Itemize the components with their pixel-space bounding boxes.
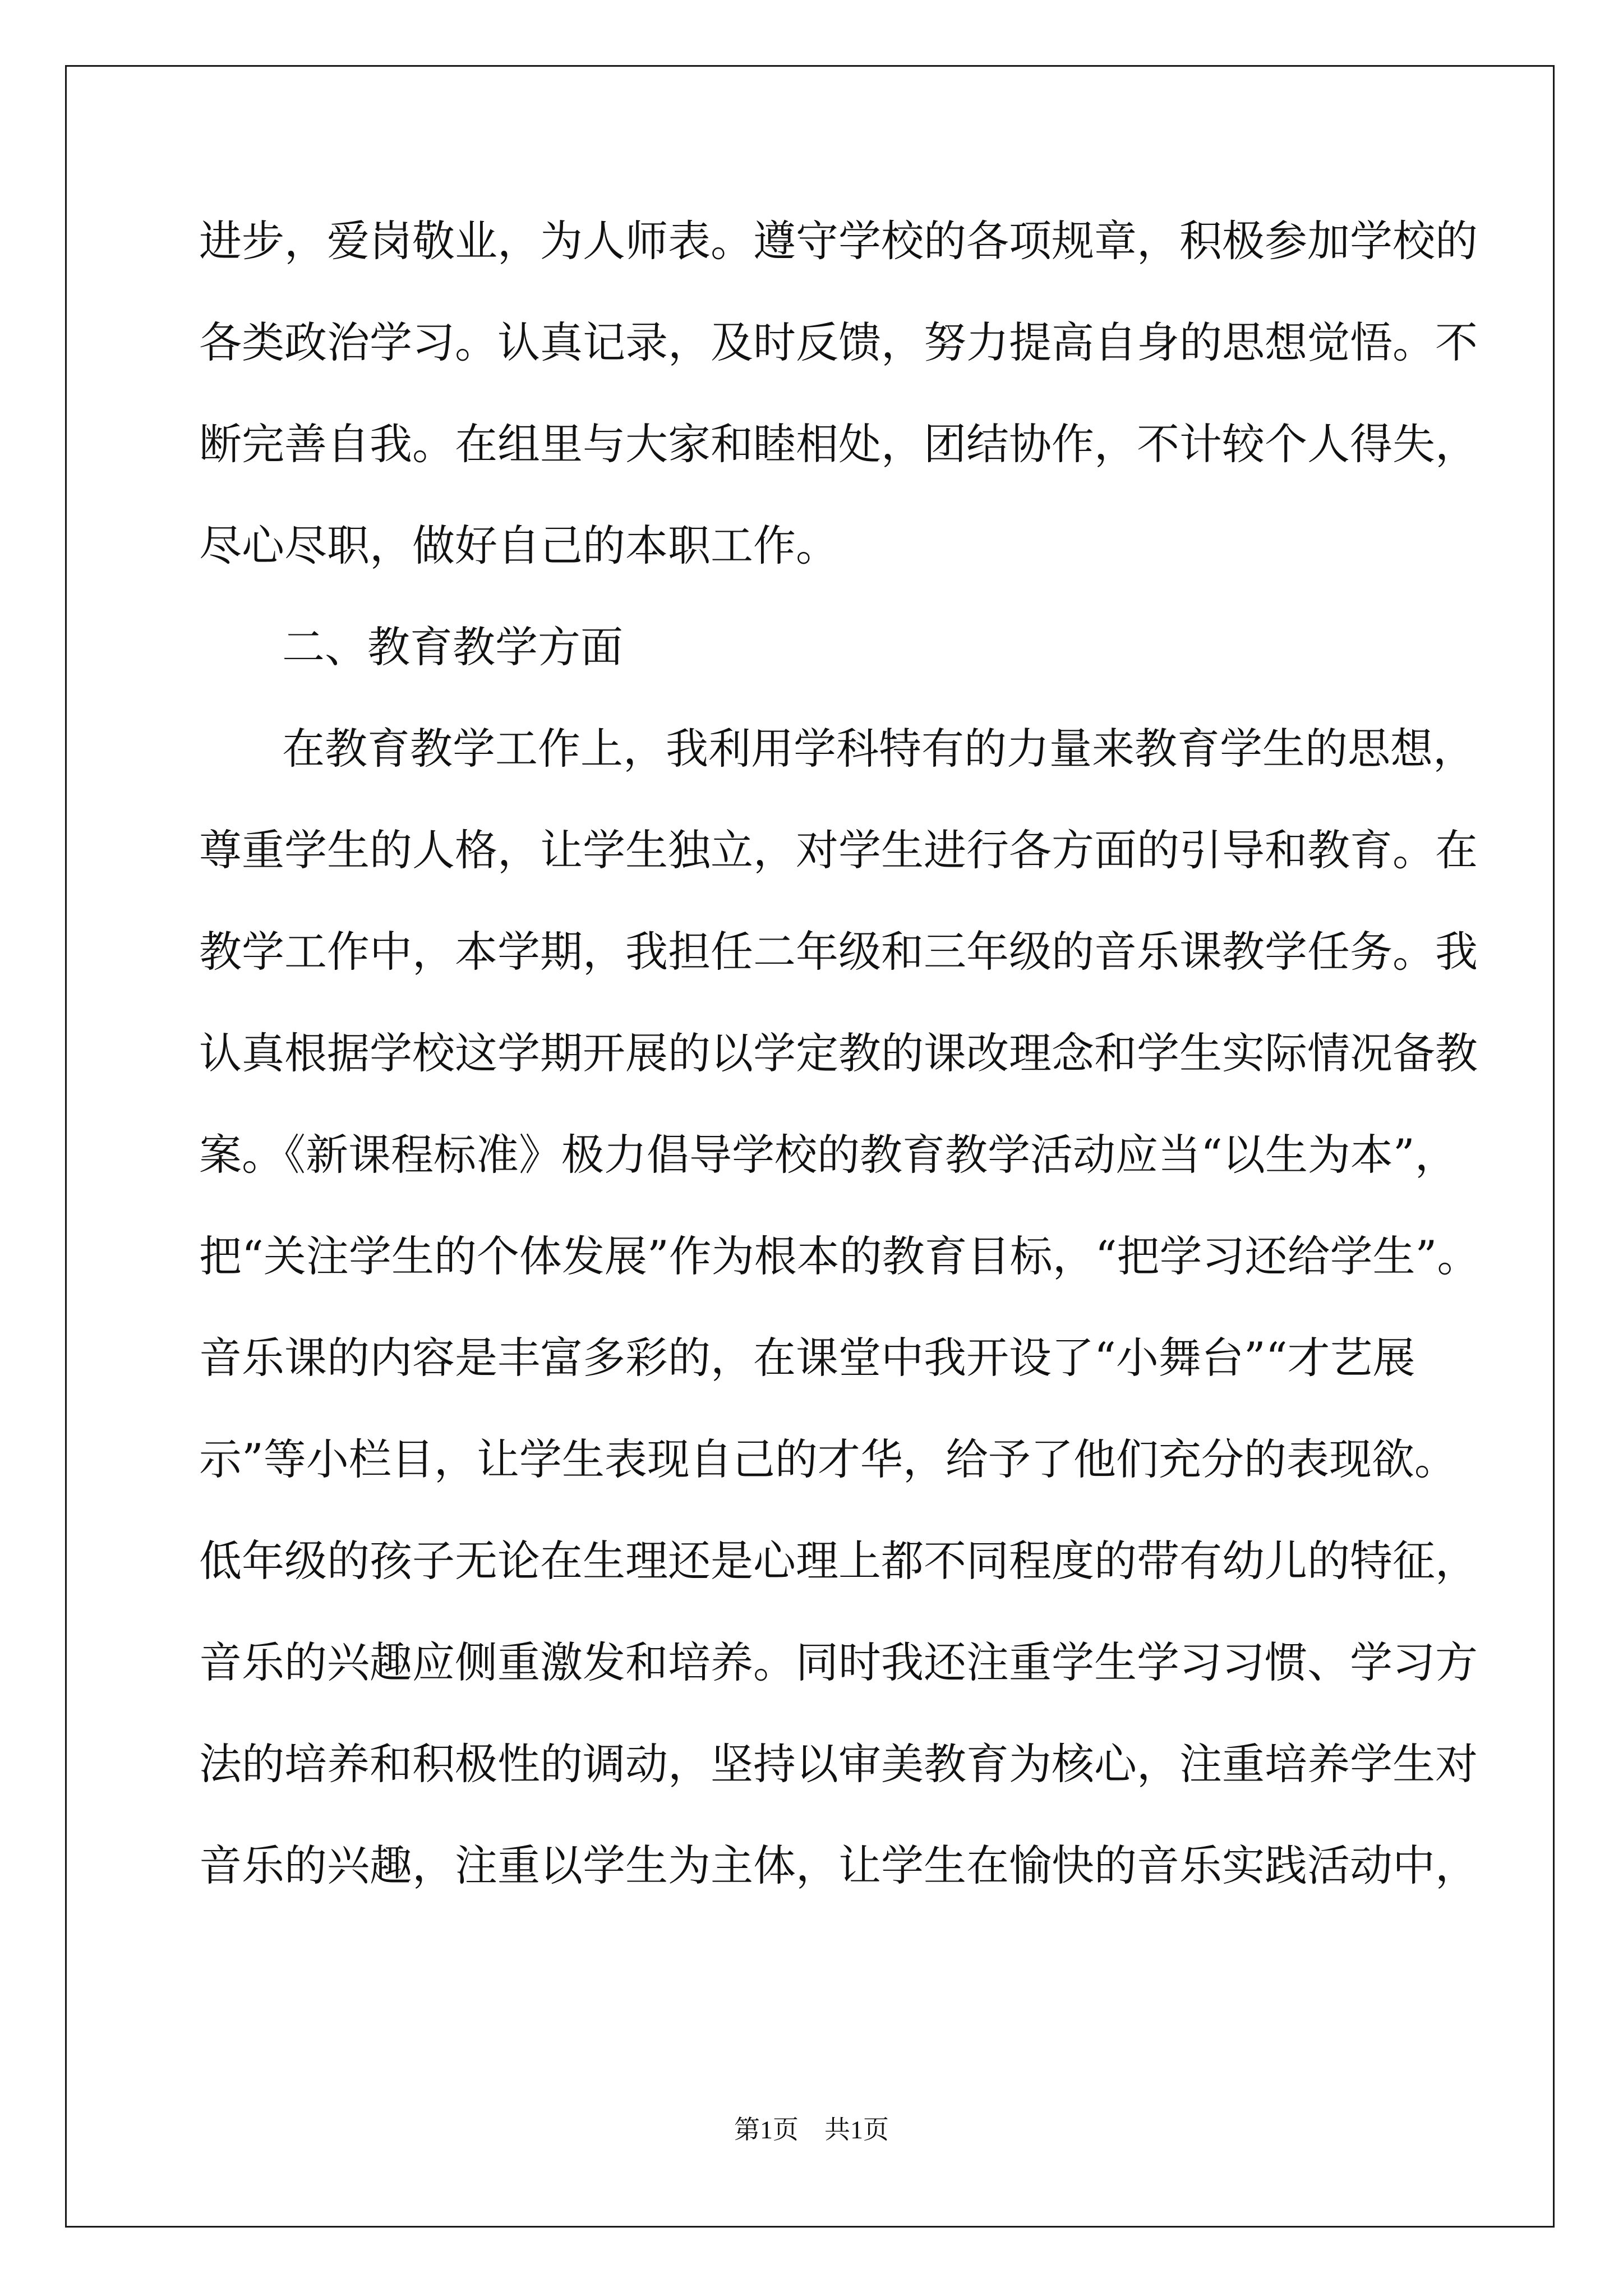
text-line: 示”等小栏目，让学生表现自己的才华，给予了他们充分的表现欲。 [199,1434,1457,1484]
text-line: 案。《新课程标准》极力倡导学校的教育教学活动应当“以生为本”， [199,1130,1458,1180]
text-line: 音乐的兴趣应侧重激发和培养。同时我还注重学生学习习惯、学习方 [199,1637,1478,1687]
section-heading: 二、教育教学方面 [282,622,623,672]
text-line: 法的培养和积极性的调动，坚持以审美教育为核心，注重培养学生对 [199,1739,1478,1789]
page-number-footer: 第1页 共1页 [734,2115,889,2144]
text-line: 把“关注学生的个体发展”作为根本的教育目标，“把学习还给学生”。 [199,1231,1480,1281]
text-line: 尊重学生的人格，让学生独立，对学生进行各方面的引导和教育。在 [199,825,1478,875]
document-body [199,216,1480,1942]
paragraph-first-line: 在教育教学工作上，我利用学科特有的力量来教育学生的思想， [282,724,1476,774]
text-line: 各类政治学习。认真记录，及时反馈，努力提高自身的思想觉悟。不 [199,318,1478,367]
text-line: 音乐课的内容是丰富多彩的，在课堂中我开设了“小舞台”“才艺展 [199,1333,1415,1383]
text-line: 断完善自我。在组里与大家和睦相处，团结协作，不计较个人得失， [199,419,1478,469]
text-line: 音乐的兴趣，注重以学生为主体，让学生在愉快的音乐实践活动中， [199,1841,1478,1890]
text-line: 尽心尽职，做好自己的本职工作。 [199,521,838,570]
text-line: 进步，爱岗敬业，为人师表。遵守学校的各项规章，积极参加学校的 [199,216,1478,266]
text-line: 低年级的孩子无论在生理还是心理上都不同程度的带有幼儿的特征， [199,1536,1478,1586]
text-line: 认真根据学校这学期开展的以学定教的课改理念和学生实际情况备教 [199,1028,1478,1078]
text-line: 教学工作中，本学期，我担任二年级和三年级的音乐课教学任务。我 [199,927,1478,977]
